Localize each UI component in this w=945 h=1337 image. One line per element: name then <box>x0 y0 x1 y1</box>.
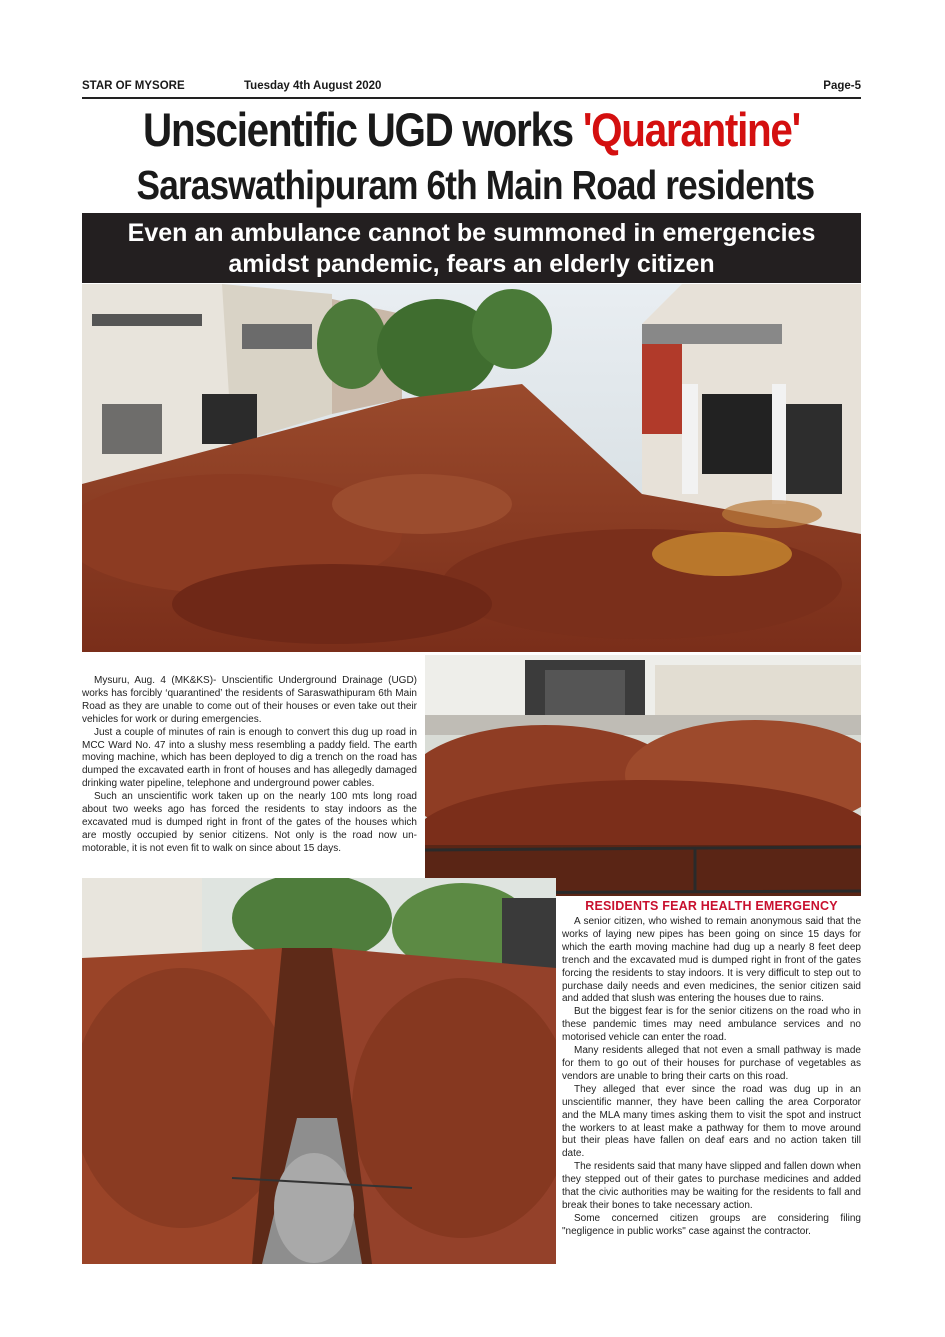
article-paragraph: Such an unscientific work taken up on the nearly 100 mts long road about two weeks ago has forced the residents to stay indoors as the excavated mud is dumped right in front of the gates of the houses which are mostly occupied by senior citizens. Not only is the road now un-motorable, it is not even fit to walk on since about 15 days. <box>82 791 417 854</box>
deck-banner <box>82 213 861 283</box>
sidebar-heading: RESIDENTS FEAR HEALTH EMERGENCY <box>585 899 838 913</box>
article-paragraph: Mysuru, Aug. 4 (MK&KS)- Unscientific Underground Drainage (UGD) works has forcibly ‘quarantined’ the residents of Saraswathipuram 6th Main Road as they are unable to come out of their houses or even take out their vehicles for work or during emergencies. <box>82 675 417 725</box>
headline <box>137 104 807 156</box>
sidebar-body <box>562 916 861 1239</box>
main-photo-dug-road <box>82 284 861 652</box>
article-paragraph: Just a couple of minutes of rain is enough to convert this dug up road in MCC Ward No. 47 into a slushy mess resembling a paddy field. The earth moving machine, which has been deployed to dig a trench on the road has dumped the excavated earth in front of houses and has allegedly damaged drinking water pipeline, telephone and underground power cables. <box>82 726 417 790</box>
page-number: Page-5 <box>823 80 861 92</box>
headline-part-1: Unscientific UGD works <box>143 103 583 156</box>
issue-date: Tuesday 4th August 2020 <box>244 80 382 92</box>
sidebar-paragraph: The residents said that many have slipped and fallen down when they stepped out of their gates to purchase medicines and added that the civic authorities may be waiting for the residents to fall and break their bones to take necessary action. <box>562 1161 861 1211</box>
sidebar-paragraph: Many residents alleged that not even a small pathway is made for them to go out of their houses for purchase of vegetables as vendors are unable to bring their carts on this road. <box>562 1045 861 1082</box>
deck-line-2: amidst pandemic, fears an elderly citizen <box>228 250 715 278</box>
sidebar-paragraph: But the biggest fear is for the senior citizens on the road who in these pandemic times may need ambulance services and no motorised vehicle can enter the road. <box>562 1006 861 1044</box>
headline-quarantine: 'Quarantine' <box>582 103 800 156</box>
article-body <box>82 675 417 856</box>
publication-name: STAR OF MYSORE <box>82 80 185 92</box>
sidebar-paragraph: Some concerned citizen groups are considering filing "negligence in public works" case against the contractor. <box>562 1212 861 1237</box>
sidebar-paragraph: A senior citizen, who wished to remain anonymous said that the works of laying new pipes has been going on since 15 days for which the earth moving machine had dug up a nearly 8 feet deep trench and the excavated mud is dumped right in front of the gates forcing the residents to stay indoors. It is very difficult to step out to purchase daily needs and even medicines, the senior citizen said and added that slush was entering the houses due to rains. <box>562 916 861 1005</box>
photo-mud-at-gates <box>425 655 861 896</box>
photo-trench <box>82 878 556 1264</box>
headline-line-2: Saraswathipuram 6th Main Road residents <box>136 162 815 208</box>
deck-line-1: Even an ambulance cannot be summoned in emergencies <box>127 219 816 247</box>
top-rule <box>82 97 861 99</box>
sidebar-paragraph: They alleged that ever since the road was dug up in an unscientific manner, they have been calling the area Corporator and the MLA many times asking them to visit the spot and instruct the workers to at least make a pathway for them to move around but their pleas have fallen on deaf ears and no action taken till date. <box>562 1083 861 1160</box>
